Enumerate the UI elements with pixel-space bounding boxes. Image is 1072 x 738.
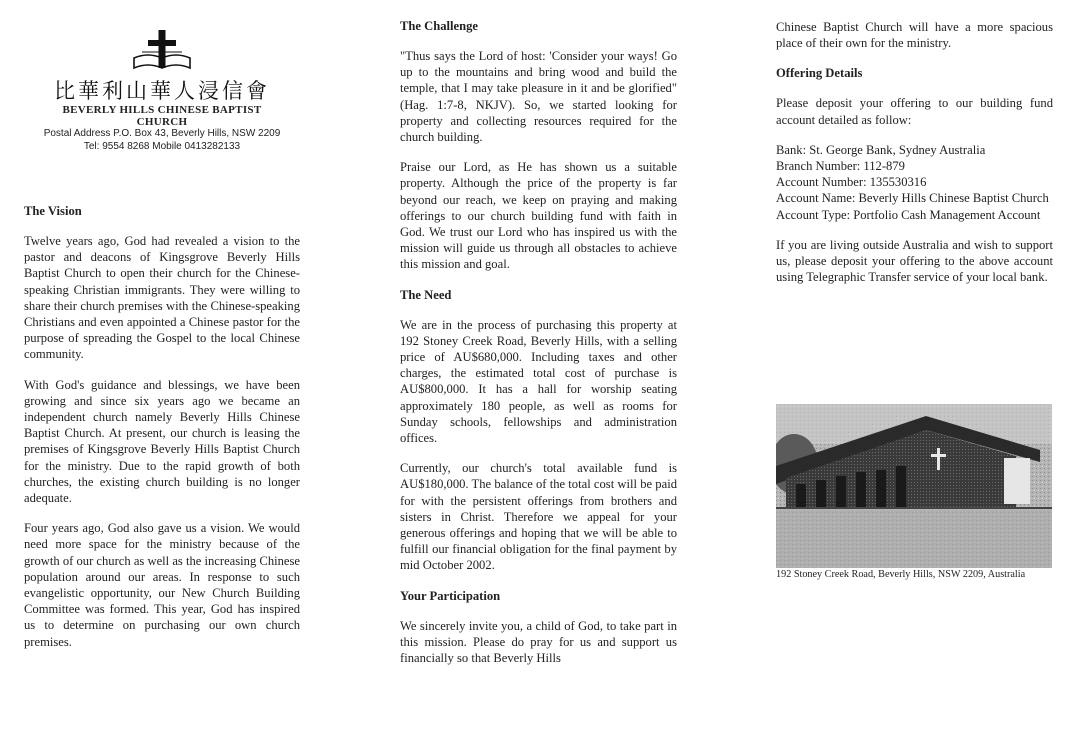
vision-section [24,203,300,650]
participation-continuation: Chinese Baptist Church will have a more spacious place of their own for the ministry. [776,20,1053,51]
need-paragraph-2: Currently, our church's total available fund is AU$180,000. The balance of the total cost will be paid for with the persistent offerings from brothers and sisters in Christ. Therefore we appeal for your generous offerings and hoping that we will be able to fulfill our financial obligation for the final payment by mid October 2002. [400,461,677,573]
offering-heading: Offering Details [776,66,863,81]
account-number: Account Number: 135530316 [776,175,927,190]
participation-paragraph: We sincerely invite you, a child of God, to take part in this mission. Please do pray for us and support us financially so that Beverly Hills [400,618,677,666]
bank-name: Bank: St. George Bank, Sydney Australia [776,142,986,157]
phone-numbers: Tel: 9554 8268 Mobile 0413282133 [83,140,241,152]
bank-details [776,142,1053,223]
account-type: Account Type: Portfolio Cash Management Account [776,207,1041,222]
vision-paragraph-1: Twelve years ago, God had revealed a vision to the pastor and deacons of Kingsgrove Beverly Hills Baptist Church to open their church for the Chinese-speaking Christian immigrants. They were willing to share their church premises with the Chinese-speaking Christians and even appointed a Chinese pastor for the purpose of spreading the Gospel to the local Chinese community. [24,234,300,362]
offering-intro: Please deposit your offering to our building fund account detailed as follow: [776,96,1053,127]
overseas-instructions: If you are living outside Australia and wish to support us, please deposit your offering to the above account using Telegraphic Transfer service of your local bank. [776,237,1053,285]
letterhead [24,28,300,153]
account-name: Account Name: Beverly Hills Chinese Baptist Church [776,191,1049,206]
challenge-heading: The Challenge [400,19,479,33]
participation-heading: Your Participation [400,588,501,603]
church-building-photo [776,404,1052,568]
middle-column [400,18,677,666]
challenge-paragraph-2: Praise our Lord, as He has shown us a suitable property. Although the price of the property is far beyond our reach, we keep on praying and making offerings to our church building fund with faith in God. We trust our Lord who has inspired us with the mission will guide us through all obstacles to achieve this mission and goal. [400,160,677,272]
church-logo [24,28,300,74]
church-name: BEVERLY HILLS CHINESE BAPTIST CHURCH [62,104,262,128]
vision-paragraph-2: With God's guidance and blessings, we have been growing and since six years ago we became an independent church namely Beverly Hills Chinese Baptist Church. At present, our church is leasing the premises of Kingsgrove Beverly Hills Baptist Church for the ministry. Due to the rapid growth of both churches, the existing church building is no longer adequate. [24,377,300,506]
branch-number: Branch Number: 112-879 [776,159,905,174]
need-paragraph-1: We are in the process of purchasing this property at 192 Stoney Creek Road, Beverly Hills, with a selling price of AU$680,000. Including taxes and other charges, the estimated total cost of purchase is AU$800,000. It has a hall for worship seating approximately 180 people, as well as rooms for Sunday schools, fellowships and administration offices. [400,317,677,446]
vision-heading: The Vision [24,204,82,218]
postal-address: Postal Address P.O. Box 43, Beverly Hills, NSW 2209 [43,128,281,139]
right-column [776,19,1053,285]
challenge-paragraph-1: "Thus says the Lord of host: 'Consider your ways! Go up to the mountains and bring wood and build the temple, that I may take pleasure in it and be glorified" (Hag. 1:7-8, NKJV). So, we started looking for property and collecting resources required for the church building. [400,49,677,145]
need-heading: The Need [400,287,452,302]
vision-paragraph-3: Four years ago, God also gave us a vision. We would need more space for the ministry because of the growth of our church as well as the increasing Chinese population around our areas. In response to such evangelistic opportunity, our New Church Building Committee was formed. This year, God has inspired us to determine on purchasing our own church premises. [24,521,300,649]
photo-caption: 192 Stoney Creek Road, Beverly Hills, NSW 2209, Australia [776,569,1026,580]
chinese-church-name: 比華利山華人浸信會 [54,79,270,103]
